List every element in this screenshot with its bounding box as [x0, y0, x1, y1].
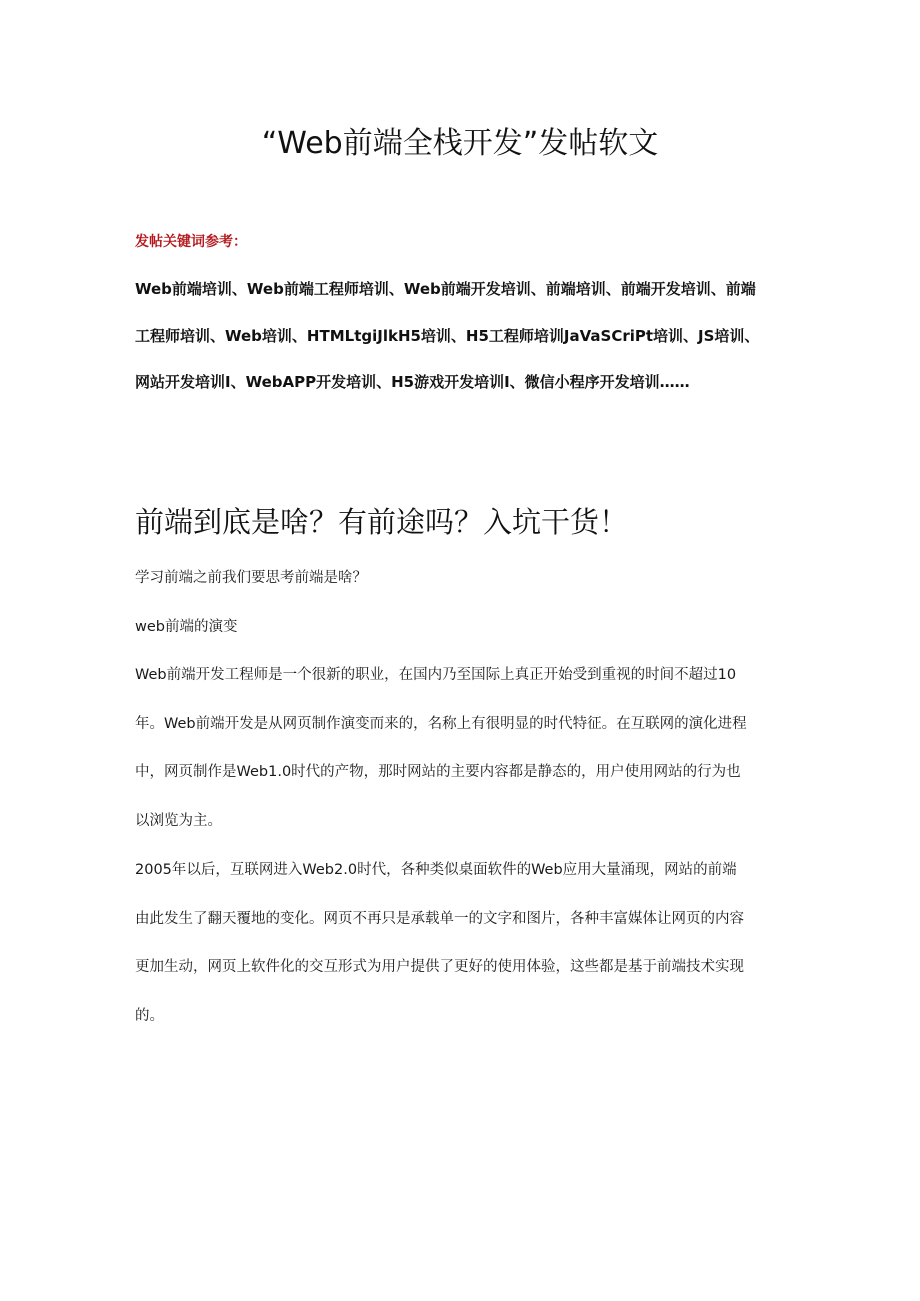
keyword-line: Web前端培训、Web前端工程师培训、Web前端开发培训、前端培训、前端开发培训、前端 [135, 280, 756, 298]
paragraph-line: 中，网页制作是Web1.0时代的产物，那时网站的主要内容都是静态的，用户使用网站的行为也 [135, 764, 741, 780]
paragraph-line: Web前端开发工程师是一个很新的职业，在国内乃至国际上真正开始受到重视的时间不超过10 [135, 667, 737, 683]
paragraph-line: 更加生动，网页上软件化的交互形式为用户提供了更好的使用体验，这些都是基于前端技术实现 [135, 959, 744, 975]
keyword-line: 网站开发培训I、WebAPP开发培训、H5游戏开发培训I、微信小程序开发培训…… [135, 373, 690, 391]
subheading: web前端的演变 [135, 619, 238, 635]
keyword-line: 工程师培训、Web培训、HTMLtgiJlkH5培训、H5工程师培训JaVaSCriPt培训、JS培训、 [135, 327, 760, 345]
paragraph-line: 以浏览为主。 [135, 813, 222, 829]
paragraph-line: 年。Web前端开发是从网页制作演变而来的，名称上有很明显的时代特征。在互联网的演化进程 [135, 716, 747, 732]
paragraph-line: 的。 [135, 1008, 164, 1024]
paragraph-line: 2005年以后，互联网进入Web2.0时代，各种类似桌面软件的Web应用大量涌现，网站的前端 [135, 862, 737, 878]
paragraph-line: 由此发生了翻天覆地的变化。网页不再只是承载单一的文字和图片，各种丰富媒体让网页的内容 [135, 911, 744, 927]
section-heading: 前端到底是啥？有前途吗？入坑干货！ [135, 505, 629, 539]
keywords-label: 发帖关键词参考： [135, 234, 247, 250]
lead-question: 学习前端之前我们要思考前端是啥？ [135, 570, 367, 586]
document-title: “Web前端全栈开发”发帖软文 [261, 126, 659, 161]
